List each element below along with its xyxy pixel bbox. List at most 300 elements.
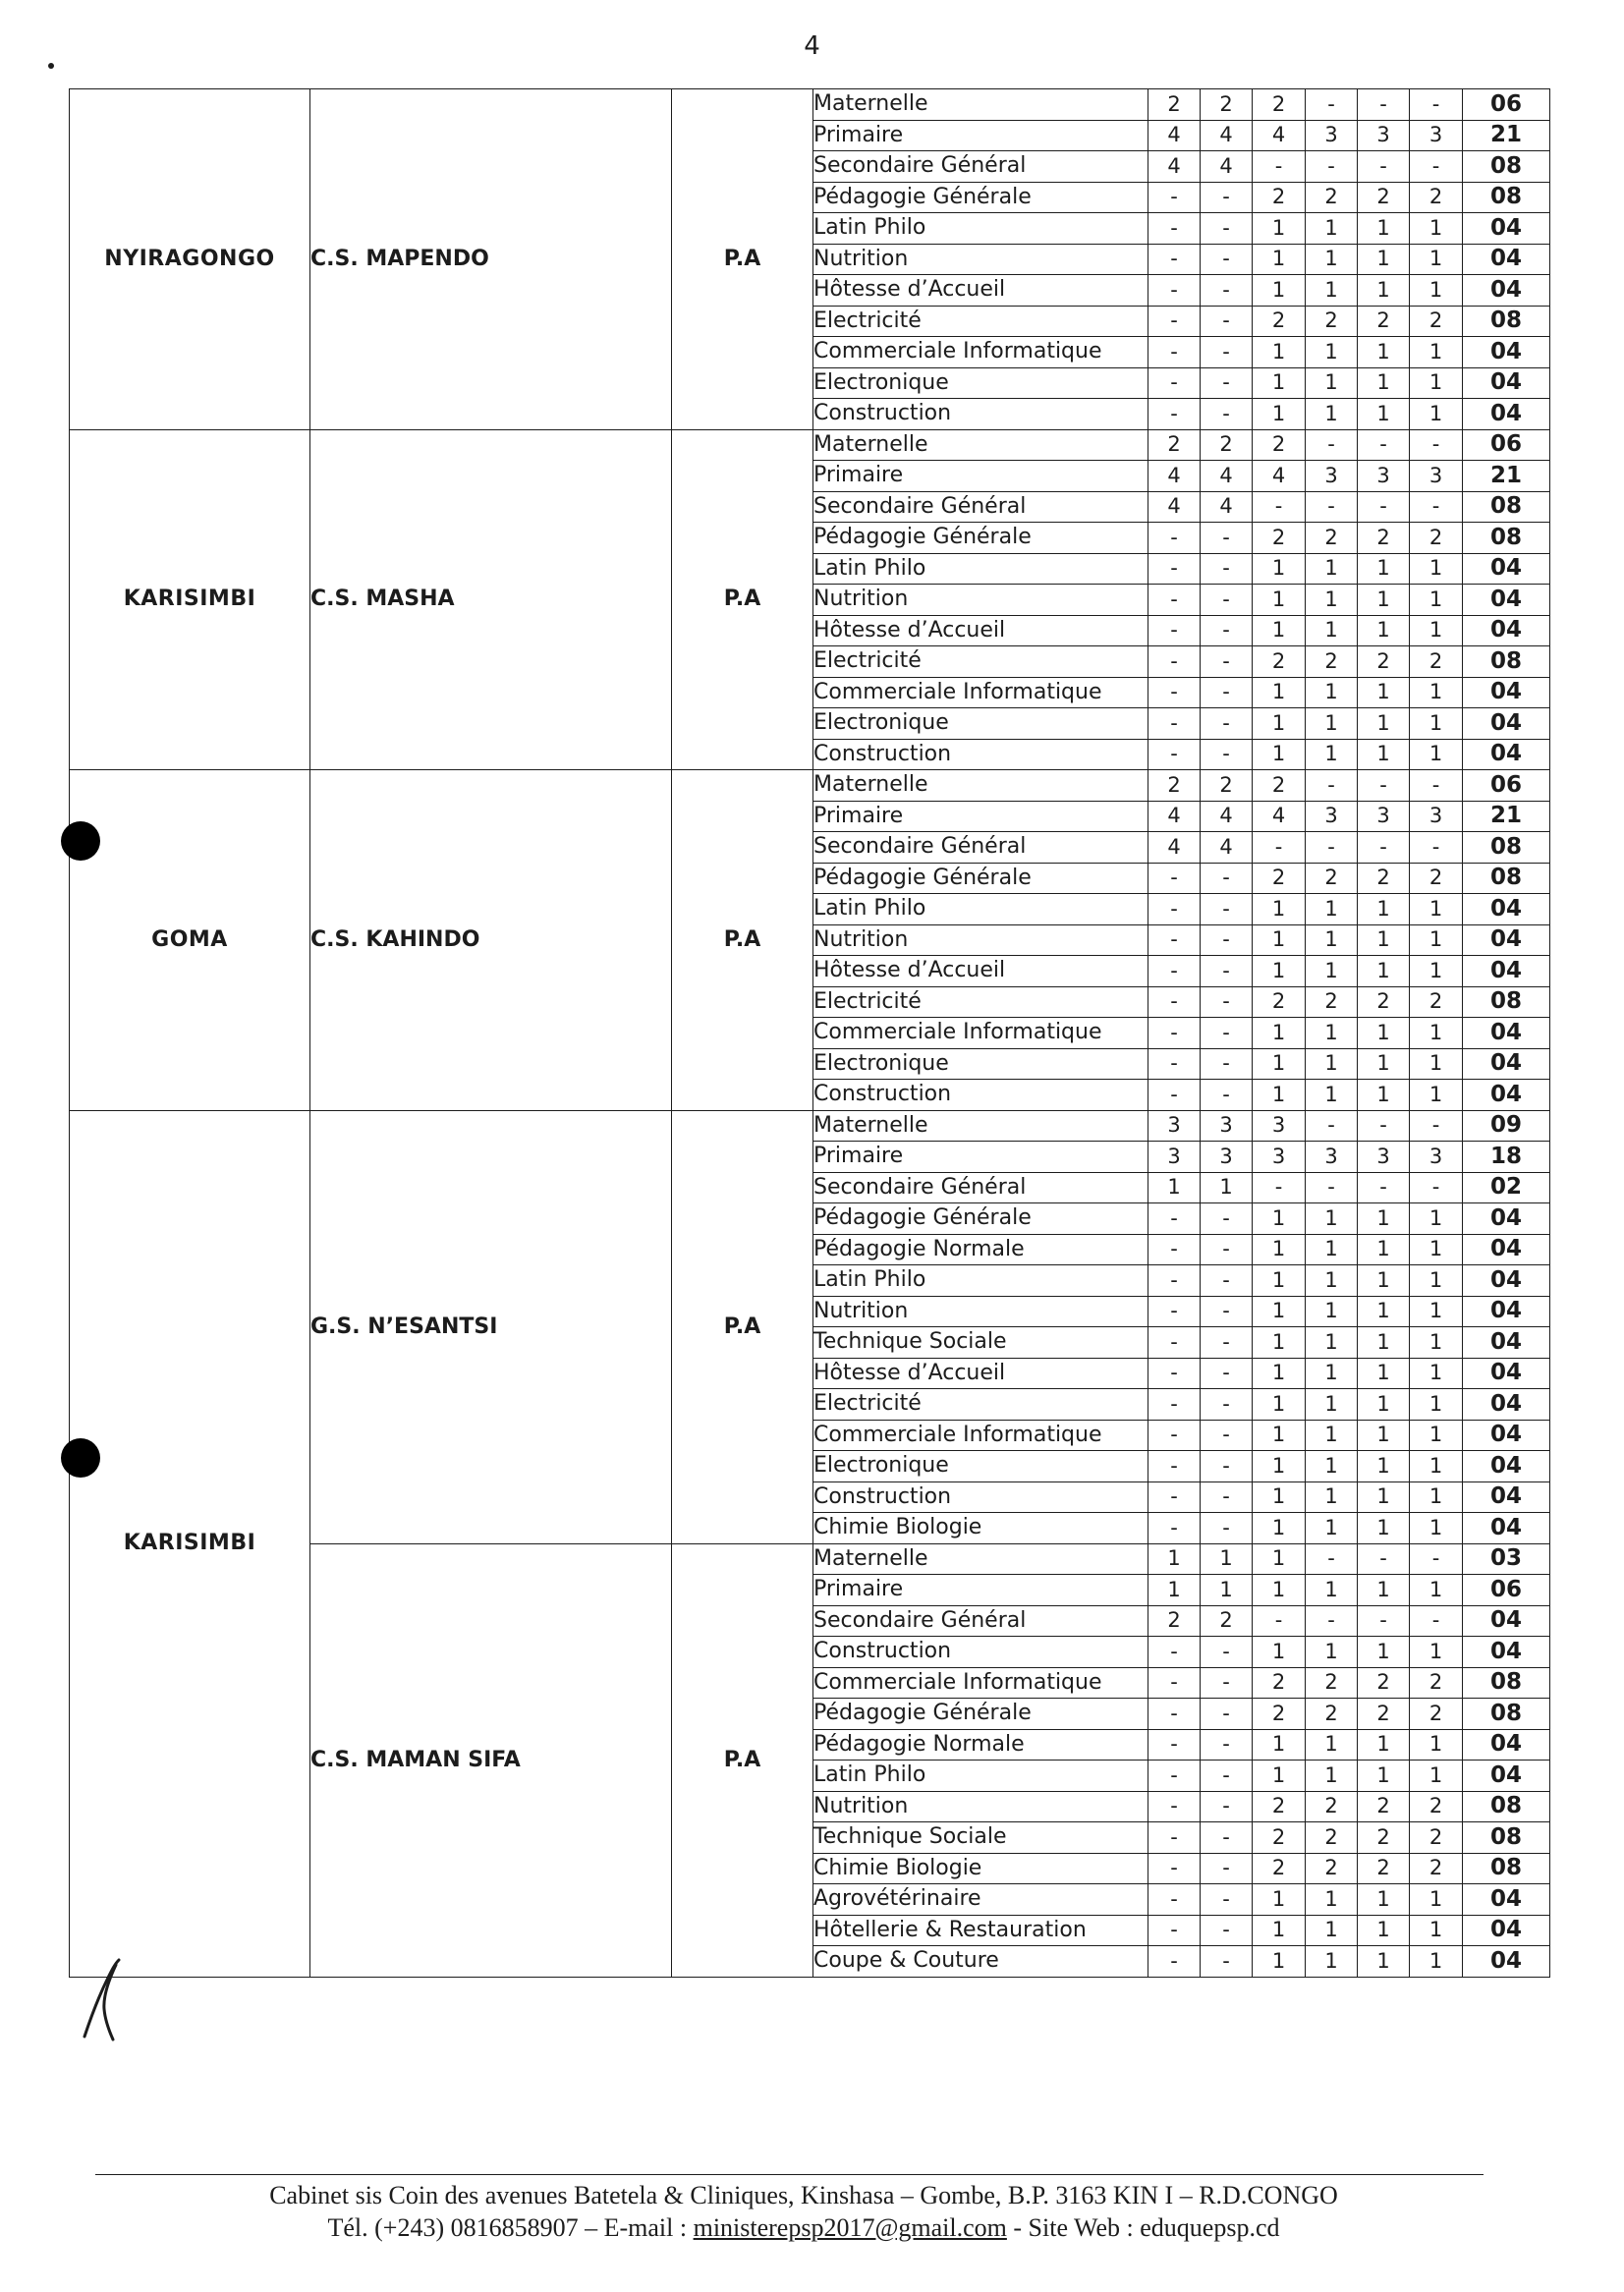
option-total-cell: 04: [1463, 894, 1550, 925]
class-count-cell: -: [1201, 523, 1253, 554]
class-count-cell: 2: [1410, 1822, 1463, 1854]
class-count-cell: 2: [1253, 646, 1306, 678]
class-count-cell: -: [1201, 1791, 1253, 1822]
class-count-cell: -: [1148, 1420, 1201, 1451]
option-total-cell: 06: [1463, 1575, 1550, 1606]
option-total-cell: 04: [1463, 1327, 1550, 1359]
class-count-cell: 2: [1358, 646, 1410, 678]
class-count-cell: 1: [1358, 1575, 1410, 1606]
class-count-cell: -: [1253, 1605, 1306, 1637]
class-count-cell: -: [1358, 89, 1410, 121]
class-count-cell: 1: [1306, 1513, 1358, 1544]
option-total-cell: 04: [1463, 677, 1550, 708]
class-count-cell: 1: [1358, 924, 1410, 956]
punch-hole-mark: [61, 1438, 100, 1478]
class-count-cell: 1: [1306, 894, 1358, 925]
class-count-cell: 1: [1358, 1420, 1410, 1451]
class-count-cell: 2: [1306, 1791, 1358, 1822]
class-count-cell: 1: [1253, 739, 1306, 770]
class-count-cell: -: [1201, 585, 1253, 616]
class-count-cell: -: [1358, 832, 1410, 864]
class-count-cell: 1: [1358, 708, 1410, 740]
class-count-cell: 4: [1201, 832, 1253, 864]
class-count-cell: 1: [1358, 244, 1410, 275]
class-count-cell: -: [1148, 1667, 1201, 1699]
class-count-cell: 3: [1358, 461, 1410, 492]
class-count-cell: 2: [1253, 1667, 1306, 1699]
option-total-cell: 08: [1463, 1699, 1550, 1730]
option-name-cell: Latin Philo: [813, 553, 1148, 585]
class-count-cell: -: [1148, 1018, 1201, 1049]
class-count-cell: 1: [1148, 1543, 1201, 1575]
class-count-cell: 3: [1148, 1110, 1201, 1142]
class-count-cell: 1: [1358, 1018, 1410, 1049]
class-count-cell: 1: [1253, 585, 1306, 616]
class-count-cell: -: [1410, 491, 1463, 523]
class-count-cell: 1: [1410, 367, 1463, 399]
allocation-table-body: [70, 89, 1550, 1978]
option-total-cell: 04: [1463, 1884, 1550, 1916]
class-count-cell: 1: [1306, 708, 1358, 740]
class-count-cell: -: [1201, 615, 1253, 646]
class-count-cell: 1: [1253, 1358, 1306, 1389]
class-count-cell: 1: [1306, 1761, 1358, 1792]
class-count-cell: -: [1306, 89, 1358, 121]
class-count-cell: -: [1148, 1637, 1201, 1668]
class-count-cell: 1: [1253, 1203, 1306, 1235]
class-count-cell: -: [1148, 1481, 1201, 1513]
class-count-cell: 1: [1201, 1575, 1253, 1606]
footer-rule: [95, 2174, 1484, 2175]
option-name-cell: Primaire: [813, 461, 1148, 492]
option-total-cell: 06: [1463, 89, 1550, 121]
class-count-cell: 1: [1253, 708, 1306, 740]
class-count-cell: -: [1306, 429, 1358, 461]
class-count-cell: 1: [1148, 1575, 1201, 1606]
class-count-cell: 3: [1306, 801, 1358, 832]
class-count-cell: 1: [1410, 1389, 1463, 1421]
option-name-cell: Maternelle: [813, 89, 1148, 121]
option-total-cell: 04: [1463, 1420, 1550, 1451]
class-count-cell: 1: [1410, 739, 1463, 770]
class-count-cell: 1: [1253, 1296, 1306, 1327]
class-count-cell: 2: [1201, 770, 1253, 802]
option-name-cell: Commerciale Informatique: [813, 1420, 1148, 1451]
class-count-cell: -: [1201, 1358, 1253, 1389]
class-count-cell: 3: [1253, 1110, 1306, 1142]
option-name-cell: Agrovétérinaire: [813, 1884, 1148, 1916]
option-name-cell: Hôtesse d’Accueil: [813, 615, 1148, 646]
class-count-cell: 2: [1253, 429, 1306, 461]
class-count-cell: 2: [1253, 1699, 1306, 1730]
class-count-cell: 1: [1306, 1481, 1358, 1513]
class-count-cell: 2: [1358, 1667, 1410, 1699]
class-count-cell: 1: [1306, 677, 1358, 708]
class-count-cell: -: [1253, 1172, 1306, 1203]
class-count-cell: 2: [1358, 863, 1410, 894]
class-count-cell: 4: [1201, 151, 1253, 183]
class-count-cell: 2: [1253, 863, 1306, 894]
class-count-cell: 1: [1410, 337, 1463, 368]
footer-email-link[interactable]: ministerepsp2017@gmail.com: [693, 2213, 1007, 2242]
class-count-cell: 1: [1358, 275, 1410, 307]
class-count-cell: -: [1201, 1637, 1253, 1668]
option-total-cell: 04: [1463, 553, 1550, 585]
class-count-cell: 1: [1306, 1018, 1358, 1049]
option-total-cell: 08: [1463, 1853, 1550, 1884]
class-count-cell: -: [1148, 1451, 1201, 1482]
class-count-cell: 1: [1253, 1543, 1306, 1575]
class-count-cell: -: [1358, 491, 1410, 523]
class-count-cell: -: [1410, 1172, 1463, 1203]
class-count-cell: 1: [1410, 275, 1463, 307]
class-count-cell: -: [1201, 337, 1253, 368]
class-count-cell: 1: [1410, 1234, 1463, 1265]
class-count-cell: 1: [1253, 213, 1306, 245]
option-name-cell: Technique Sociale: [813, 1327, 1148, 1359]
class-count-cell: 2: [1201, 1605, 1253, 1637]
class-count-cell: 1: [1410, 1048, 1463, 1080]
option-name-cell: Latin Philo: [813, 1265, 1148, 1297]
option-total-cell: 04: [1463, 585, 1550, 616]
class-count-cell: -: [1306, 1605, 1358, 1637]
class-count-cell: -: [1201, 708, 1253, 740]
class-count-cell: 1: [1410, 1481, 1463, 1513]
class-count-cell: -: [1201, 1018, 1253, 1049]
class-count-cell: 1: [1410, 244, 1463, 275]
option-name-cell: Latin Philo: [813, 894, 1148, 925]
class-count-cell: -: [1201, 677, 1253, 708]
option-name-cell: Maternelle: [813, 429, 1148, 461]
class-count-cell: -: [1148, 708, 1201, 740]
class-count-cell: -: [1253, 491, 1306, 523]
class-count-cell: -: [1148, 1513, 1201, 1544]
class-count-cell: 1: [1358, 399, 1410, 430]
class-count-cell: 2: [1148, 1605, 1201, 1637]
class-count-cell: 1: [1306, 615, 1358, 646]
class-count-cell: -: [1358, 1110, 1410, 1142]
option-total-cell: 04: [1463, 1358, 1550, 1389]
class-count-cell: 3: [1306, 120, 1358, 151]
class-count-cell: -: [1358, 429, 1410, 461]
class-count-cell: 1: [1358, 1203, 1410, 1235]
class-count-cell: -: [1148, 1822, 1201, 1854]
school-name-cell: G.S. N’ESANTSI: [310, 1110, 672, 1543]
option-name-cell: Electronique: [813, 1451, 1148, 1482]
class-count-cell: 1: [1253, 956, 1306, 987]
class-count-cell: 1: [1148, 1172, 1201, 1203]
class-count-cell: 1: [1253, 367, 1306, 399]
class-count-cell: 1: [1410, 1327, 1463, 1359]
class-count-cell: -: [1410, 151, 1463, 183]
class-count-cell: 1: [1253, 1729, 1306, 1761]
option-name-cell: Maternelle: [813, 770, 1148, 802]
class-count-cell: -: [1201, 1080, 1253, 1111]
class-count-cell: -: [1201, 1729, 1253, 1761]
option-name-cell: Primaire: [813, 801, 1148, 832]
class-count-cell: -: [1201, 1327, 1253, 1359]
option-name-cell: Pédagogie Normale: [813, 1729, 1148, 1761]
class-count-cell: 1: [1253, 1048, 1306, 1080]
class-count-cell: 1: [1306, 1327, 1358, 1359]
class-count-cell: -: [1148, 1791, 1201, 1822]
option-name-cell: Secondaire Général: [813, 151, 1148, 183]
district-cell: GOMA: [70, 770, 310, 1111]
option-name-cell: Nutrition: [813, 924, 1148, 956]
option-total-cell: 04: [1463, 1761, 1550, 1792]
class-count-cell: 1: [1306, 1420, 1358, 1451]
class-count-cell: 1: [1306, 1729, 1358, 1761]
class-count-cell: 2: [1410, 1791, 1463, 1822]
class-count-cell: -: [1148, 986, 1201, 1018]
option-total-cell: 08: [1463, 491, 1550, 523]
class-count-cell: 1: [1358, 553, 1410, 585]
class-count-cell: 1: [1306, 1389, 1358, 1421]
class-count-cell: 1: [1253, 1080, 1306, 1111]
option-total-cell: 04: [1463, 924, 1550, 956]
option-total-cell: 04: [1463, 1389, 1550, 1421]
class-count-cell: 4: [1253, 461, 1306, 492]
option-total-cell: 21: [1463, 120, 1550, 151]
class-count-cell: 1: [1410, 1451, 1463, 1482]
class-count-cell: -: [1148, 399, 1201, 430]
option-name-cell: Construction: [813, 739, 1148, 770]
class-count-cell: -: [1201, 1946, 1253, 1978]
class-count-cell: 2: [1410, 1699, 1463, 1730]
class-count-cell: 3: [1201, 1142, 1253, 1173]
class-count-cell: 1: [1306, 739, 1358, 770]
option-total-cell: 09: [1463, 1110, 1550, 1142]
option-name-cell: Nutrition: [813, 1296, 1148, 1327]
class-count-cell: 2: [1253, 182, 1306, 213]
class-count-cell: 1: [1306, 399, 1358, 430]
class-count-cell: 1: [1358, 739, 1410, 770]
class-count-cell: 2: [1410, 182, 1463, 213]
option-name-cell: Pédagogie Normale: [813, 1234, 1148, 1265]
class-count-cell: 3: [1253, 1142, 1306, 1173]
option-total-cell: 08: [1463, 1667, 1550, 1699]
class-count-cell: 1: [1358, 367, 1410, 399]
class-count-cell: 2: [1410, 646, 1463, 678]
class-count-cell: 4: [1201, 461, 1253, 492]
class-count-cell: 1: [1201, 1543, 1253, 1575]
class-count-cell: 1: [1410, 585, 1463, 616]
class-count-cell: 1: [1253, 1915, 1306, 1946]
school-name-cell: C.S. MAMAN SIFA: [310, 1543, 672, 1977]
class-count-cell: 1: [1410, 615, 1463, 646]
option-name-cell: Construction: [813, 1481, 1148, 1513]
class-count-cell: -: [1201, 894, 1253, 925]
class-count-cell: 4: [1201, 120, 1253, 151]
class-count-cell: 1: [1253, 244, 1306, 275]
class-count-cell: 3: [1410, 461, 1463, 492]
class-count-cell: 1: [1358, 1481, 1410, 1513]
option-total-cell: 08: [1463, 863, 1550, 894]
option-name-cell: Construction: [813, 1080, 1148, 1111]
class-count-cell: 1: [1253, 275, 1306, 307]
option-name-cell: Secondaire Général: [813, 1605, 1148, 1637]
class-count-cell: 1: [1358, 1946, 1410, 1978]
option-name-cell: Electricité: [813, 306, 1148, 337]
class-count-cell: 1: [1358, 337, 1410, 368]
option-name-cell: Primaire: [813, 1575, 1148, 1606]
class-count-cell: 2: [1358, 523, 1410, 554]
class-count-cell: -: [1201, 1048, 1253, 1080]
class-count-cell: -: [1148, 863, 1201, 894]
class-count-cell: -: [1201, 863, 1253, 894]
class-count-cell: -: [1201, 1513, 1253, 1544]
class-count-cell: 2: [1306, 986, 1358, 1018]
class-count-cell: 1: [1358, 213, 1410, 245]
class-count-cell: -: [1148, 1761, 1201, 1792]
option-name-cell: Pédagogie Générale: [813, 863, 1148, 894]
class-count-cell: 1: [1410, 1358, 1463, 1389]
class-count-cell: 3: [1410, 801, 1463, 832]
option-total-cell: 04: [1463, 337, 1550, 368]
class-count-cell: 2: [1253, 1791, 1306, 1822]
class-count-cell: 1: [1410, 553, 1463, 585]
class-count-cell: 1: [1306, 1296, 1358, 1327]
class-count-cell: 1: [1358, 585, 1410, 616]
option-name-cell: Primaire: [813, 1142, 1148, 1173]
class-count-cell: 1: [1410, 1915, 1463, 1946]
option-total-cell: 04: [1463, 615, 1550, 646]
option-total-cell: 04: [1463, 1513, 1550, 1544]
class-count-cell: 2: [1358, 1853, 1410, 1884]
class-count-cell: -: [1201, 1481, 1253, 1513]
option-name-cell: Commerciale Informatique: [813, 1018, 1148, 1049]
option-name-cell: Coupe & Couture: [813, 1946, 1148, 1978]
class-count-cell: 1: [1306, 956, 1358, 987]
class-count-cell: 1: [1306, 1575, 1358, 1606]
class-count-cell: 1: [1410, 1203, 1463, 1235]
option-total-cell: 06: [1463, 770, 1550, 802]
option-name-cell: Secondaire Général: [813, 832, 1148, 864]
table-row: [70, 770, 1550, 802]
class-count-cell: 2: [1410, 863, 1463, 894]
class-count-cell: 4: [1148, 832, 1201, 864]
table-row: [70, 1110, 1550, 1142]
class-count-cell: 1: [1410, 1018, 1463, 1049]
class-count-cell: 1: [1306, 1637, 1358, 1668]
class-count-cell: 2: [1253, 1822, 1306, 1854]
option-name-cell: Construction: [813, 1637, 1148, 1668]
class-count-cell: -: [1201, 1234, 1253, 1265]
class-count-cell: 1: [1306, 337, 1358, 368]
class-count-cell: -: [1148, 1729, 1201, 1761]
class-count-cell: 2: [1148, 89, 1201, 121]
regime-cell: P.A: [672, 1543, 813, 1977]
class-count-cell: -: [1306, 151, 1358, 183]
class-count-cell: 1: [1358, 1048, 1410, 1080]
class-count-cell: -: [1201, 1915, 1253, 1946]
regime-cell: P.A: [672, 1110, 813, 1543]
class-count-cell: 4: [1201, 801, 1253, 832]
class-count-cell: 2: [1253, 986, 1306, 1018]
class-count-cell: -: [1201, 1389, 1253, 1421]
class-count-cell: 1: [1253, 677, 1306, 708]
class-count-cell: 2: [1358, 182, 1410, 213]
option-total-cell: 04: [1463, 1729, 1550, 1761]
class-count-cell: 1: [1306, 213, 1358, 245]
option-name-cell: Construction: [813, 399, 1148, 430]
class-count-cell: 1: [1358, 1761, 1410, 1792]
option-total-cell: 04: [1463, 1048, 1550, 1080]
class-count-cell: 3: [1410, 120, 1463, 151]
class-count-cell: -: [1148, 523, 1201, 554]
class-count-cell: -: [1148, 1265, 1201, 1297]
class-count-cell: -: [1306, 1110, 1358, 1142]
class-count-cell: -: [1358, 151, 1410, 183]
class-count-cell: 1: [1201, 1172, 1253, 1203]
option-total-cell: 04: [1463, 1203, 1550, 1235]
class-count-cell: 2: [1306, 182, 1358, 213]
class-count-cell: 2: [1306, 646, 1358, 678]
class-count-cell: 1: [1358, 1451, 1410, 1482]
regime-cell: P.A: [672, 770, 813, 1111]
class-count-cell: 1: [1306, 585, 1358, 616]
class-count-cell: 1: [1358, 956, 1410, 987]
class-count-cell: -: [1201, 1296, 1253, 1327]
class-count-cell: 1: [1253, 1761, 1306, 1792]
option-total-cell: 04: [1463, 956, 1550, 987]
school-name-cell: C.S. KAHINDO: [310, 770, 672, 1111]
class-count-cell: 1: [1358, 677, 1410, 708]
class-count-cell: 4: [1253, 120, 1306, 151]
regime-cell: P.A: [672, 89, 813, 430]
class-count-cell: 1: [1410, 677, 1463, 708]
class-count-cell: 3: [1306, 461, 1358, 492]
class-count-cell: 1: [1410, 1729, 1463, 1761]
table-row: [70, 429, 1550, 461]
option-name-cell: Pédagogie Générale: [813, 1203, 1148, 1235]
class-count-cell: 2: [1306, 1822, 1358, 1854]
class-count-cell: -: [1201, 1761, 1253, 1792]
class-count-cell: -: [1358, 1543, 1410, 1575]
class-count-cell: 1: [1410, 1884, 1463, 1916]
class-count-cell: 2: [1358, 986, 1410, 1018]
footer-contact: [98, 2215, 1509, 2241]
option-total-cell: 04: [1463, 244, 1550, 275]
class-count-cell: -: [1358, 1605, 1410, 1637]
option-total-cell: 08: [1463, 151, 1550, 183]
class-count-cell: 1: [1358, 1513, 1410, 1544]
option-total-cell: 04: [1463, 1234, 1550, 1265]
option-total-cell: 04: [1463, 367, 1550, 399]
class-count-cell: 1: [1253, 1265, 1306, 1297]
class-count-cell: -: [1201, 956, 1253, 987]
class-count-cell: 1: [1410, 1637, 1463, 1668]
option-total-cell: 06: [1463, 429, 1550, 461]
class-count-cell: 1: [1410, 956, 1463, 987]
option-total-cell: 04: [1463, 1915, 1550, 1946]
class-count-cell: 4: [1148, 801, 1201, 832]
class-count-cell: -: [1148, 1296, 1201, 1327]
class-count-cell: 1: [1253, 894, 1306, 925]
option-name-cell: Maternelle: [813, 1543, 1148, 1575]
class-count-cell: 4: [1148, 461, 1201, 492]
option-total-cell: 08: [1463, 523, 1550, 554]
class-count-cell: -: [1148, 1080, 1201, 1111]
option-name-cell: Latin Philo: [813, 213, 1148, 245]
class-count-cell: 1: [1410, 1080, 1463, 1111]
class-count-cell: 1: [1306, 1915, 1358, 1946]
class-count-cell: -: [1148, 585, 1201, 616]
class-count-cell: 1: [1358, 1884, 1410, 1916]
class-count-cell: -: [1201, 1822, 1253, 1854]
class-count-cell: 2: [1148, 770, 1201, 802]
class-count-cell: 1: [1253, 1513, 1306, 1544]
